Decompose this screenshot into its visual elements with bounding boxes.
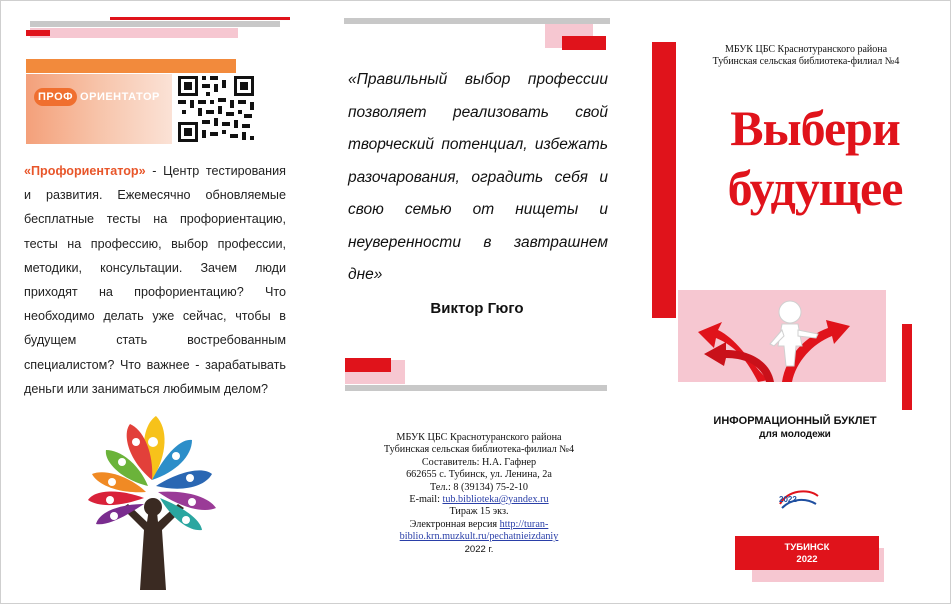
imprint-org-line2: Тубинская сельская библиотека-филиал №4 bbox=[383, 444, 575, 456]
cover-title-line1: Выбери bbox=[730, 100, 900, 156]
ebook-link-part1[interactable]: http://turan- bbox=[499, 518, 549, 530]
cover-org bbox=[688, 44, 924, 68]
left-top-red-bar bbox=[110, 17, 290, 20]
year-2022-emblem-icon bbox=[776, 486, 820, 510]
left-top-grey-bar bbox=[30, 21, 280, 27]
imprint-ebook-row: Электронная версия http://turan- bbox=[409, 518, 549, 530]
cover-org-line2: Тубинская сельская библиотека-филиал №4 bbox=[712, 56, 900, 67]
booklet-subtitle bbox=[690, 414, 900, 442]
right-side-red-bar bbox=[902, 324, 912, 410]
cover-title bbox=[690, 98, 940, 218]
hugo-quote: «Правильный выбор профессии позволяет реализовать свой творческий потенциал, избежать разочарования, оградить себя и свою семью от нищеты и неуверенности в завтрашнем дне» bbox=[348, 71, 608, 283]
professions-tree-icon bbox=[52, 410, 252, 590]
email-link[interactable]: tub.biblioteka@yandex.ru bbox=[442, 494, 549, 506]
left-top-red-stub bbox=[26, 30, 50, 36]
imprint-year: 2022 г. bbox=[464, 543, 494, 555]
proforientator-logo: ПРОФ ОРИЕНТАТОР bbox=[34, 88, 160, 106]
imprint-email-row: E-mail: tub.biblioteka@yandex.ru bbox=[409, 494, 549, 506]
place-year-badge bbox=[735, 536, 879, 570]
proforientator-description bbox=[24, 159, 286, 401]
left-top-pink-bar bbox=[30, 28, 238, 38]
mid-bottom-red-block bbox=[345, 358, 391, 372]
booklet-subtitle-line2: для молодежи bbox=[759, 429, 831, 440]
cover-title-line2: будущее bbox=[727, 160, 903, 216]
qr-code-icon[interactable] bbox=[176, 74, 256, 144]
imprint-ebook-row2 bbox=[370, 531, 588, 543]
imprint-org-line1: МБУК ЦБС Краснотуранского района bbox=[396, 432, 562, 443]
imprint-address: 662655 с. Тубинск, ул. Ленина, 2а bbox=[406, 469, 552, 481]
imprint bbox=[370, 432, 588, 556]
place-name: ТУБИНСК bbox=[784, 542, 830, 553]
quote-author: Виктор Гюго bbox=[430, 300, 524, 317]
emblem-year: 2022 bbox=[779, 495, 797, 504]
mid-bottom-grey-bar bbox=[345, 385, 607, 391]
place-year: 2022 bbox=[796, 554, 818, 565]
cover-org-line1: МБУК ЦБС Краснотуранского района bbox=[724, 44, 888, 55]
mid-top-red-block bbox=[562, 36, 606, 50]
right-left-red-bar bbox=[652, 42, 676, 318]
imprint-compiler: Составитель: Н.А. Гафнер bbox=[421, 456, 537, 468]
proforientator-name: «Профориентатор» bbox=[24, 164, 146, 178]
figure-at-crossroads-icon bbox=[678, 290, 886, 382]
booklet-subtitle-line1: ИНФОРМАЦИОННЫЙ БУКЛЕТ bbox=[713, 415, 877, 427]
ebook-link-part2[interactable]: biblio.krn.muzkult.ru/pechatnieizdaniy bbox=[399, 531, 559, 543]
imprint-phone: Тел.: 8 (39134) 75-2-10 bbox=[429, 481, 529, 493]
promo-orange-band bbox=[26, 59, 236, 73]
imprint-print-run: Тираж 15 экз. bbox=[449, 506, 509, 518]
proforientator-banner bbox=[26, 74, 172, 144]
proforientator-text: - Центр тестирования и развития. Ежемесячно обновляемые бесплатные тесты на профориентацию, тесты на профессию, выбор профессии, методики, консультации. Зачем люди приходят на профориентацию? Что необходимо делать уже сейчас, чтобы в будущем стать востребованным специалистом? Что важнее - зарабатывать деньги или заниматься любимым делом? bbox=[24, 164, 286, 396]
